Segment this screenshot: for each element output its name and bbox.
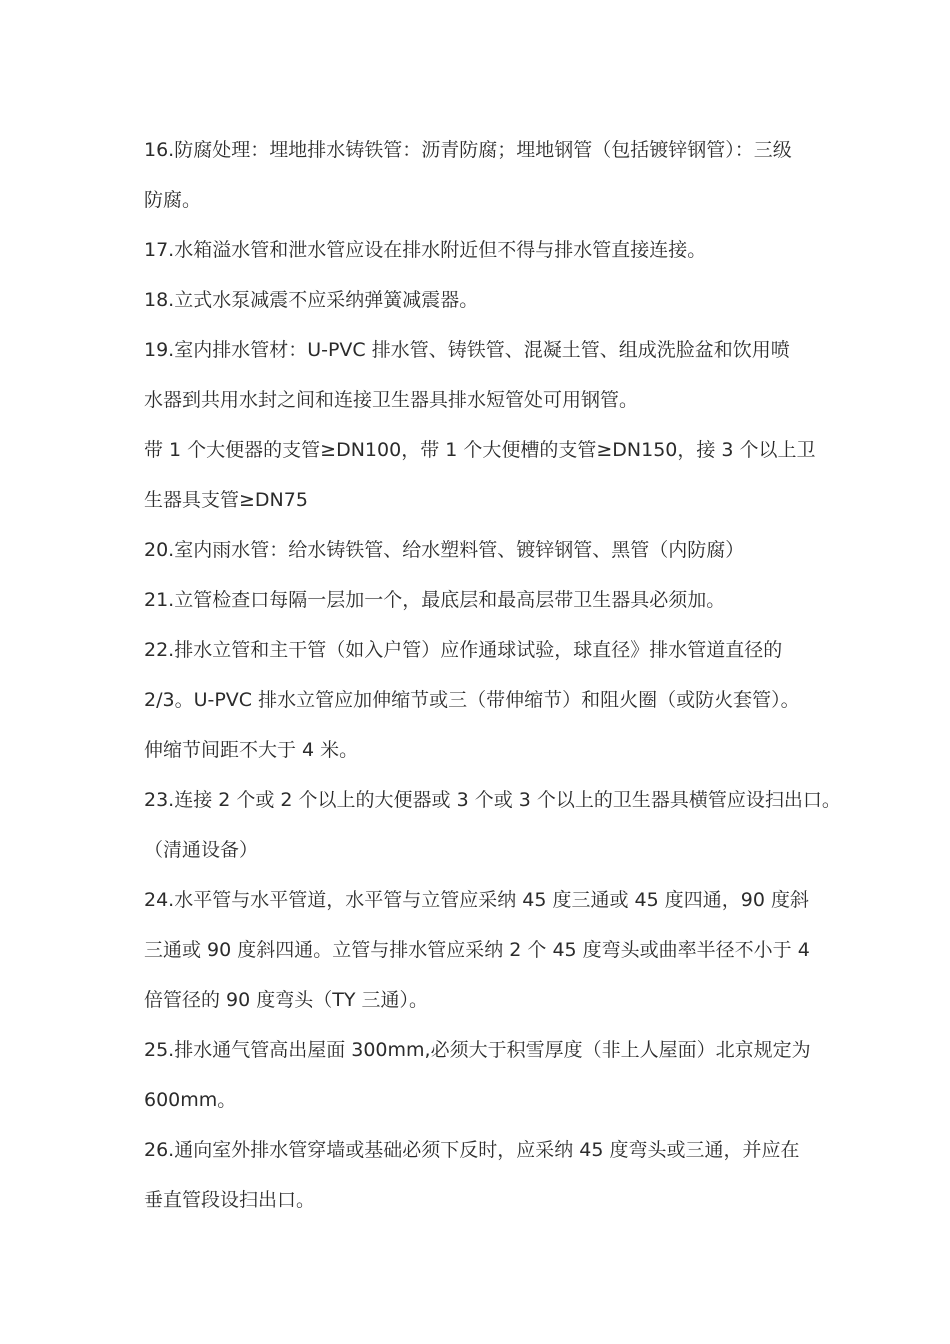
text-line: 2/3。U-PVC 排水立管应加伸缩节或三（带伸缩节）和阻火圈（或防火套管）。 (144, 689, 800, 711)
text-line: 带 1 个大便器的支管≥DN100，带 1 个大便槽的支管≥DN150，接 3 个以上卫 (144, 439, 816, 461)
text-line: 26.通向室外排水管穿墙或基础必须下反时，应采纳 45 度弯头或三通，并应在 (144, 1139, 800, 1161)
text-line: 垂直管段设扫出口。 (144, 1189, 316, 1211)
text-line: 伸缩节间距不大于 4 米。 (144, 739, 359, 761)
text-line: 三通或 90 度斜四通。立管与排水管应采纳 2 个 45 度弯头或曲率半径不小于 4 (144, 939, 810, 961)
text-line: 22.排水立管和主干管（如入户管）应作通球试验，球直径》排水管道直径的 (144, 639, 783, 661)
document-body (144, 130, 841, 1230)
text-line: 24.水平管与水平管道，水平管与立管应采纳 45 度三通或 45 度四通，90 度斜 (144, 889, 809, 911)
text-line: 17.水箱溢水管和泄水管应设在排水附近但不得与排水管直接连接。 (144, 239, 707, 261)
text-line: 生器具支管≥DN75 (144, 489, 308, 511)
text-line: （清通设备） (144, 839, 259, 861)
text-line: 19.室内排水管材：U-PVC 排水管、铸铁管、混凝土管、组成洗脸盆和饮用喷 (144, 339, 790, 361)
text-line: 20.室内雨水管：给水铸铁管、给水塑料管、镀锌钢管、黑管（内防腐） (144, 539, 745, 561)
text-line: 21.立管检查口每隔一层加一个，最底层和最高层带卫生器具必须加。 (144, 589, 726, 611)
text-line: 倍管径的 90 度弯头（TY 三通）。 (144, 989, 429, 1011)
text-line: 16.防腐处理：埋地排水铸铁管：沥青防腐；埋地钢管（包括镀锌钢管）：三级 (144, 139, 792, 161)
text-line: 25.排水通气管高出屋面 300mm,必须大于积雪厚度（非上人屋面）北京规定为 (144, 1039, 811, 1061)
text-line: 600mm。 (144, 1089, 237, 1111)
text-line: 防腐。 (144, 189, 202, 211)
text-line: 23.连接 2 个或 2 个以上的大便器或 3 个或 3 个以上的卫生器具横管应设扫出口。 (144, 789, 841, 811)
text-line: 18.立式水泵减震不应采纳弹簧减震器。 (144, 289, 479, 311)
text-line: 水器到共用水封之间和连接卫生器具排水短管处可用钢管。 (144, 389, 639, 411)
